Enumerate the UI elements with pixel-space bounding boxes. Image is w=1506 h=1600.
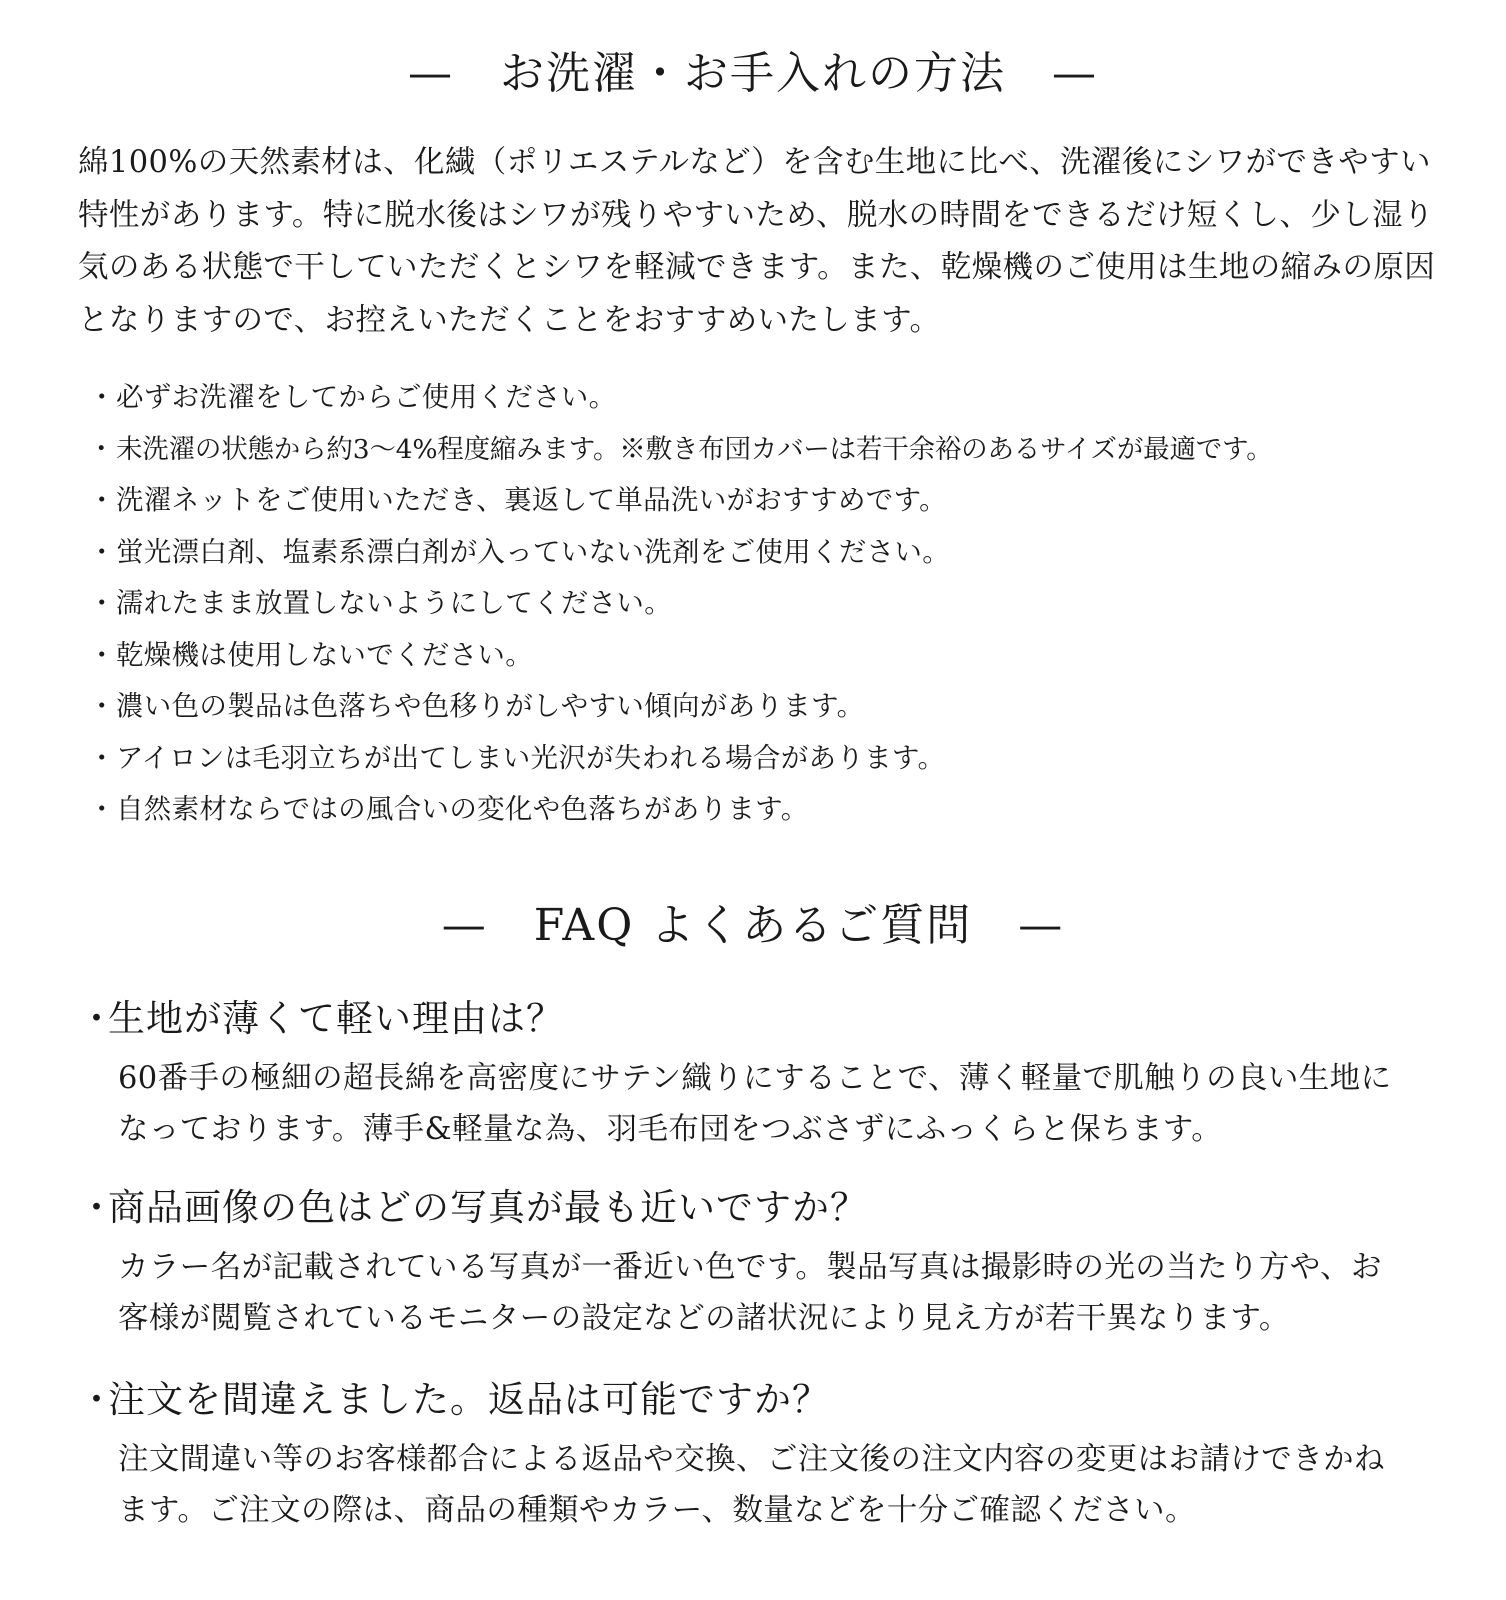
faq-question-text: 注文を間違えました。返品は可能ですか？: [108, 1378, 830, 1421]
bullet: ・: [88, 381, 116, 413]
heading-dash-right: —: [1052, 48, 1098, 99]
bullet: ・: [78, 1378, 116, 1421]
bullet: ・: [88, 741, 116, 774]
faq-answer: 注文間違い等のお客様都合による返品や交換、ご注文後の注文内容の変更はお請けできかねます。ご注文の際は、商品の種類やカラー、数量などを十分ご確認ください。: [118, 1442, 1385, 1528]
faq-item: [78, 1182, 1458, 1344]
bullet: ・: [88, 535, 116, 568]
bullet: ・: [88, 793, 116, 825]
care-heading: [0, 44, 1506, 104]
list-item-text: 自然素材ならではの風合いの変化や色落ちがあります。: [116, 793, 809, 825]
faq-item: [78, 993, 1458, 1155]
care-intro-paragraph: 綿100%の天然素材は、化繊（ポリエステルなど）を含む生地に比べ、洗濯後にシワができやすい特性があります。特に脱水後はシワが残りやすいため、脱水の時間をできるだけ短くし、少し湿り気のある状態で干していただくとシワを軽減できます。また、乾燥機のご使用は生地の縮みの原因となりますので、お控えいただくことをおすすめいたします。: [78, 145, 1436, 338]
list-item-text: 未洗濯の状態から約3～4%程度縮みます。※敷き布団カバーは若干余裕のあるサイズが最適です。: [116, 433, 1273, 465]
bullet: ・: [88, 484, 116, 516]
faq-question: [78, 1182, 1458, 1234]
list-item: [88, 578, 1498, 630]
faq-question: [78, 1374, 1458, 1426]
care-heading-title: お洗濯・お手入れの方法: [500, 48, 1006, 99]
bullet: ・: [88, 638, 116, 671]
faq-question: [78, 993, 1458, 1045]
list-item: [88, 784, 1498, 836]
list-item: [88, 527, 1498, 579]
list-item: [88, 475, 1498, 527]
list-item: [88, 630, 1498, 682]
list-item: [88, 733, 1498, 785]
faq-heading-title: FAQ よくあるご質問: [533, 900, 973, 951]
list-item-text: 濃い色の製品は色落ちや色移りがしやすい傾向があります。: [116, 690, 865, 722]
faq-heading: [0, 896, 1506, 956]
list-item: [88, 681, 1498, 733]
list-item-text: 濡れたまま放置しないようにしてください。: [116, 587, 672, 619]
list-item-text: アイロンは毛羽立ちが出てしまい光沢が失われる場合があります。: [116, 741, 946, 774]
bullet: ・: [88, 433, 115, 465]
faq-answer: カラー名が記載されている写真が一番近い色です。製品写真は撮影時の光の当たり方や、お客様が閲覧されているモニターの設定などの諸状況により見え方が若干異なります。: [118, 1250, 1382, 1336]
faq-question-text: 生地が薄くて軽い理由は？: [108, 997, 564, 1040]
list-item-text: 乾燥機は使用しないでください。: [116, 638, 533, 671]
list-item: [88, 424, 1498, 476]
heading-dash-left: —: [441, 900, 488, 951]
bullet: ・: [78, 1186, 116, 1229]
faq-answer: 60番手の極細の超長綿を高密度にサテン織りにすることで、薄く軽量で肌触りの良い生地になっております。薄手&軽量な為、羽毛布団をつぶさずにふっくらと保ちます。: [118, 1061, 1392, 1147]
bullet: ・: [88, 587, 116, 619]
bullet: ・: [78, 997, 116, 1040]
faq-question-text: 商品画像の色はどの写真が最も近いですか？: [108, 1186, 868, 1229]
bullet: ・: [88, 690, 116, 722]
care-instructions-list: [88, 372, 1498, 836]
heading-dash-right: —: [1018, 900, 1065, 951]
list-item: [88, 372, 1498, 424]
list-item-text: 必ずお洗濯をしてからご使用ください。: [116, 381, 617, 413]
heading-dash-left: —: [408, 48, 454, 99]
list-item-text: 蛍光漂白剤、塩素系漂白剤が入っていない洗剤をご使用ください。: [116, 535, 950, 568]
list-item-text: 洗濯ネットをご使用いただき、裏返して単品洗いがおすすめです。: [116, 484, 947, 516]
faq-item: [78, 1374, 1458, 1536]
